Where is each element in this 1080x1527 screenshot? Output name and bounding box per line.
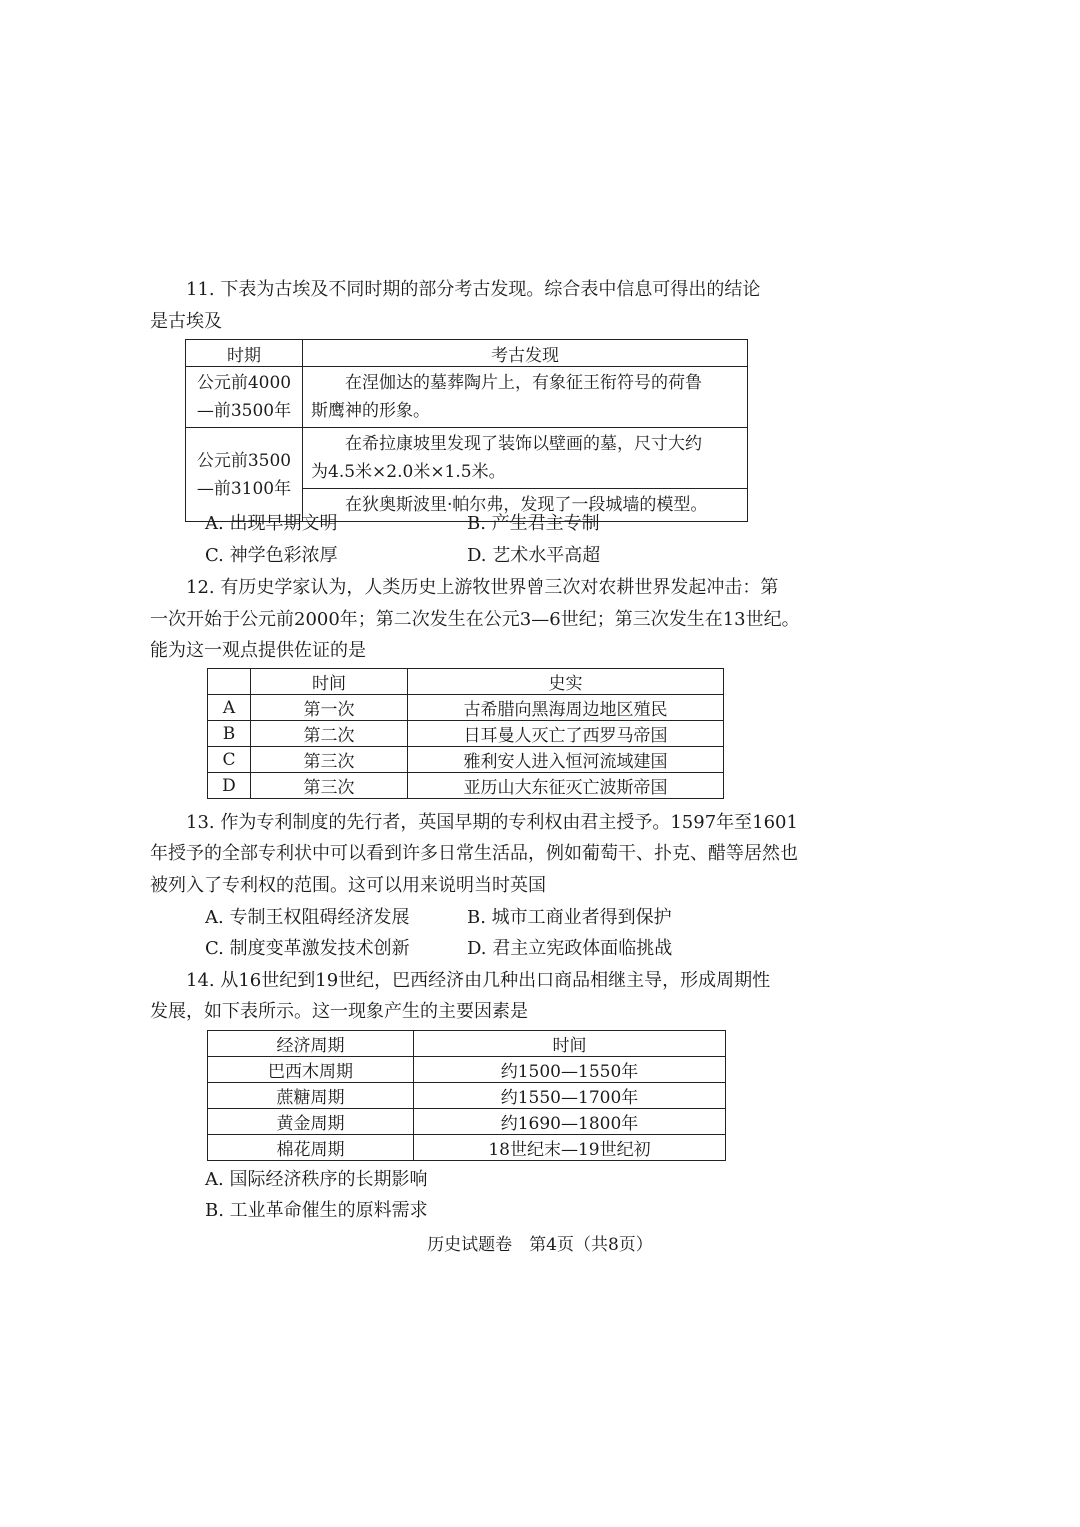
q12-row-a-fact: 古希腊向黑海周边地区殖民 [408, 695, 724, 721]
q11-option-d: D. 艺术水平高超 [467, 545, 601, 566]
q14-option-b: B. 工业革命催生的原料需求 [205, 1200, 428, 1221]
q11-stem-line2: 是古埃及 [150, 311, 222, 332]
q12-row-c-fact: 雅利安人进入恒河流域建国 [408, 747, 724, 773]
q14-row1-time: 约1500—1550年 [414, 1057, 726, 1083]
q11-header-findings: 考古发现 [303, 340, 748, 367]
q11-row2-finding1-line1: 在希拉康坡里发现了装饰以壁画的墓，尺寸大约 [345, 434, 702, 454]
q12-stem-line1: 12. 有历史学家认为，人类历史上游牧世界曾三次对农耕世界发起冲击：第 [186, 577, 779, 598]
q14-row1-cycle: 巴西木周期 [208, 1057, 414, 1083]
table-row [208, 695, 724, 721]
q12-row-d-label: D [208, 773, 251, 799]
q14-table [207, 1030, 726, 1161]
q11-row1-period-line2: —前3500年 [196, 401, 292, 421]
q11-table [185, 339, 748, 522]
q11-stem-line1: 11. 下表为古埃及不同时期的部分考古发现。综合表中信息可得出的结论 [186, 279, 761, 300]
table-row [186, 428, 748, 489]
q12-stem-line3: 能为这一观点提供佐证的是 [150, 640, 366, 661]
q11-row2-period-line1: 公元前3500 [196, 450, 292, 471]
q14-header-cycle: 经济周期 [208, 1031, 414, 1057]
q13-stem-line2: 年授予的全部专利状中可以看到许多日常生活品，例如葡萄干、扑克、醋等居然也 [150, 843, 798, 864]
q11-header-period: 时期 [186, 340, 303, 367]
q12-row-b-time: 第二次 [251, 721, 408, 747]
q11-row2-finding1 [303, 428, 748, 489]
q12-row-c-time: 第三次 [251, 747, 408, 773]
q14-row3-cycle: 黄金周期 [208, 1109, 414, 1135]
q11-row2-finding1-line2: 为4.5米×2.0米×1.5米。 [311, 462, 506, 482]
q12-row-c-label: C [208, 747, 251, 773]
q14-row4-time: 18世纪末—19世纪初 [414, 1135, 726, 1161]
q14-row4-cycle: 棉花周期 [208, 1135, 414, 1161]
q13-option-b: B. 城市工商业者得到保护 [467, 907, 672, 928]
q11-row2-period-line2: —前3100年 [196, 478, 292, 499]
q14-row3-time: 约1690—1800年 [414, 1109, 726, 1135]
q12-row-b-fact: 日耳曼人灭亡了西罗马帝国 [408, 721, 724, 747]
q11-option-b: B. 产生君主专制 [467, 513, 600, 534]
q12-row-a-label: A [208, 695, 251, 721]
q14-stem-line2: 发展，如下表所示。这一现象产生的主要因素是 [150, 1001, 528, 1022]
q12-header-fact: 史实 [408, 669, 724, 695]
q12-stem-line2: 一次开始于公元前2000年；第二次发生在公元3—6世纪；第三次发生在13世纪。 [150, 609, 800, 630]
q11-row1-period [186, 367, 303, 428]
table-row [208, 1135, 726, 1161]
q14-row2-cycle: 蔗糖周期 [208, 1083, 414, 1109]
q11-row1-finding-line2: 斯鹰神的形象。 [311, 401, 430, 421]
q13-option-d: D. 君主立宪政体面临挑战 [467, 938, 673, 959]
q12-header-time: 时间 [251, 669, 408, 695]
q11-option-c: C. 神学色彩浓厚 [205, 545, 338, 566]
q12-row-b-label: B [208, 721, 251, 747]
q11-row1-period-line1: 公元前4000 [196, 373, 292, 393]
q13-stem-line1: 13. 作为专利制度的先行者，英国早期的专利权由君主授予。1597年至1601 [186, 812, 798, 833]
q12-table [207, 668, 724, 799]
table-row [208, 1109, 726, 1135]
q11-row2-finding2-line1: 在狄奥斯波里·帕尔弗，发现了一段城墙的模型。 [345, 495, 708, 515]
q11-row2-period [186, 428, 303, 522]
q11-option-a: A. 出现早期文明 [205, 513, 338, 534]
q14-stem-line1: 14. 从16世纪到19世纪，巴西经济由几种出口商品相继主导，形成周期性 [186, 970, 771, 991]
q12-row-a-time: 第一次 [251, 695, 408, 721]
table-row [208, 773, 724, 799]
q14-option-a: A. 国际经济秩序的长期影响 [205, 1169, 428, 1190]
q13-option-c: C. 制度变革激发技术创新 [205, 938, 410, 959]
q14-row2-time: 约1550—1700年 [414, 1083, 726, 1109]
table-row [208, 1083, 726, 1109]
table-row [208, 747, 724, 773]
q11-row1-finding-line1: 在涅伽达的墓葬陶片上，有象征王衔符号的荷鲁 [345, 373, 702, 393]
q11-row1-finding [303, 367, 748, 428]
q12-row-d-fact: 亚历山大东征灭亡波斯帝国 [408, 773, 724, 799]
table-row [208, 721, 724, 747]
page-footer: 历史试题卷 第4页（共8页） [427, 1235, 653, 1255]
table-row [186, 367, 748, 428]
q12-row-d-time: 第三次 [251, 773, 408, 799]
q12-header-label [208, 669, 251, 695]
q13-stem-line3: 被列入了专利权的范围。这可以用来说明当时英国 [150, 875, 546, 896]
q14-header-time: 时间 [414, 1031, 726, 1057]
q13-option-a: A. 专制王权阻碍经济发展 [205, 907, 410, 928]
table-row [208, 1057, 726, 1083]
